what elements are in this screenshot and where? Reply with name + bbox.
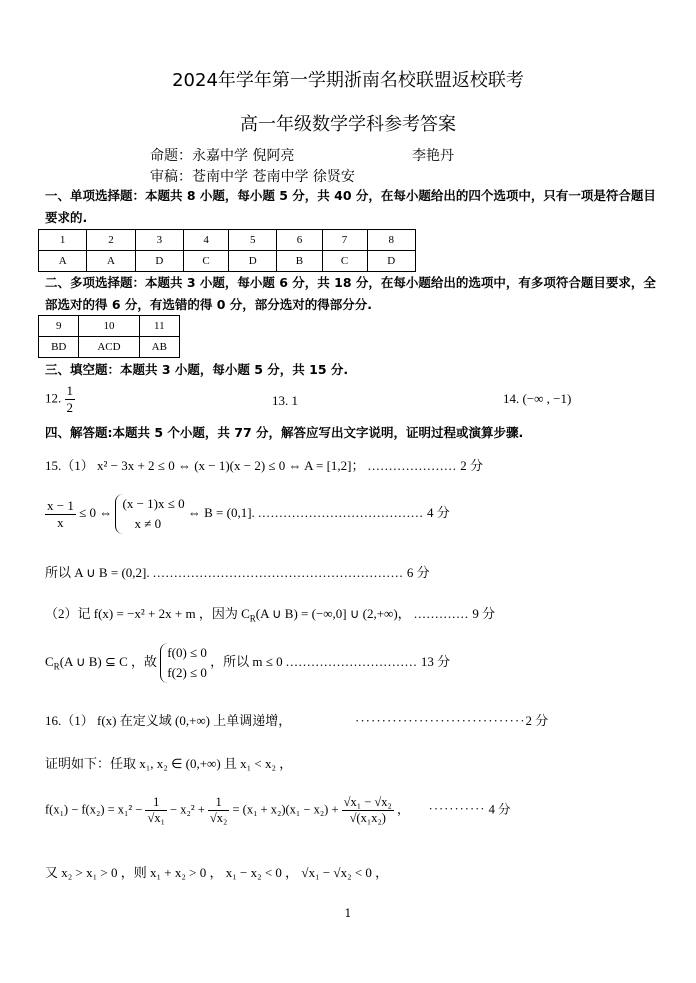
leader-dots: ........................................................... <box>152 565 404 580</box>
q16-line1-score <box>355 710 548 729</box>
case-2: f(2) ≤ 0 <box>167 665 207 680</box>
answer-cell: D <box>135 251 183 272</box>
answer-cell: BD <box>39 337 79 358</box>
case-1: (x − 1)x ≤ 0 <box>122 496 185 511</box>
q15-fraction <box>45 498 76 531</box>
q13-answer: 13. 1 <box>272 393 298 408</box>
leader-dots: ....................................... <box>258 504 424 520</box>
fraction <box>145 795 166 826</box>
leader-dots: ··········· <box>428 802 486 817</box>
question-number: 5 <box>229 230 277 251</box>
q15-line5-a: C <box>45 653 54 669</box>
denominator: √x₁ <box>147 811 165 825</box>
q15-line5 <box>45 643 450 683</box>
q16-line1-text: 16.（1） f(x) 在定义域 (0,+∞) 上单调递增， <box>45 713 292 728</box>
answer-cell: ACD <box>79 337 139 358</box>
table-row <box>39 230 416 251</box>
question-number: 1 <box>39 230 87 251</box>
score: 13 分 <box>420 653 451 669</box>
q16-line2: 证明如下：任取 x₁, x₂ ∈ (0,+∞) 且 x₁ < x₂ ， <box>45 756 293 771</box>
question-number: 3 <box>135 230 183 251</box>
proposer-2: 李艳丹 <box>412 148 454 164</box>
answer-cell: D <box>229 251 277 272</box>
case-brace <box>115 494 184 534</box>
leader-dots: ............................... <box>285 653 418 669</box>
numerator: √x₁ − √x₂ <box>343 795 392 809</box>
answer-cell: C <box>184 251 229 272</box>
leader-dots: ..................... <box>367 458 458 473</box>
table-row <box>39 316 180 337</box>
q12-numerator: 1 <box>66 383 73 398</box>
reviewer-line: 审稿：苍南中学 苍南中学 徐贤安 <box>150 169 355 185</box>
section1-heading: 一、单项选择题：本题共 8 小题，每小题 5 分，共 40 分，在每小题给出的四个选项中，只有一项是符合题目要求的. <box>45 188 656 225</box>
q16-line3-d: ， <box>397 802 410 817</box>
q15-line3-text: 所以 A ∪ B = (0,2]. <box>45 565 150 580</box>
answer-cell: A <box>87 251 135 272</box>
answer-cell: AB <box>139 337 179 358</box>
q15-line5-b: (A ∪ B) ⊆ C ，故 <box>59 653 158 669</box>
proposer: 命题：永嘉中学 倪阿亮 <box>150 148 295 164</box>
answer-cell: D <box>367 251 415 272</box>
score: 6 分 <box>406 565 430 580</box>
q16-line1 <box>45 710 549 729</box>
answer-cell: B <box>277 251 322 272</box>
question-number: 8 <box>367 230 415 251</box>
q15-line2-end: ⇔ B = (0,1]. <box>187 504 255 520</box>
score: 2 分 <box>525 713 549 728</box>
q16-line3 <box>45 795 510 826</box>
document-title: 2024年学年第一学期浙南名校联盟返校联考 <box>172 70 524 91</box>
proposer-line <box>150 145 454 165</box>
q12-label: 12. <box>45 390 62 406</box>
section1-answer-table <box>38 229 416 272</box>
q15-line4-end: (A ∪ B) = (−∞,0] ∪ (2,+∞)， <box>255 606 411 621</box>
question-number: 7 <box>322 230 367 251</box>
question-number: 2 <box>87 230 135 251</box>
score: 4 分 <box>427 504 450 520</box>
score: 2 分 <box>460 458 484 473</box>
section2-answer-table <box>38 315 180 358</box>
denominator: x <box>57 514 64 530</box>
q15-line1 <box>45 455 483 474</box>
answer-cell: C <box>322 251 367 272</box>
question-number: 11 <box>139 316 179 337</box>
q15-line5-end: ，所以 m ≤ 0 <box>210 653 283 669</box>
score: 4 分 <box>488 802 511 817</box>
table-row <box>39 337 180 358</box>
q16-line3-a: f(x₁) − f(x₂) = x₁² − <box>45 802 143 817</box>
section4-heading: 四、解答题:本题共 5 个小题，共 77 分，解答应写出文字说明，证明过程或演算步骤. <box>45 425 524 440</box>
q16-line4: 又 x₂ > x₁ > 0 ，则 x₁ + x₂ > 0 ， x₁ − x₂ < 0 ， √x₁ − √x₂ < 0 ， <box>45 865 389 880</box>
fraction <box>342 795 394 826</box>
question-number: 10 <box>79 316 139 337</box>
q12-fraction <box>65 383 76 416</box>
numerator: 1 <box>145 795 166 811</box>
q16-line3-b: − x₂² + <box>170 802 205 817</box>
q15-line4 <box>45 603 495 624</box>
q15-line3 <box>45 562 430 581</box>
fraction <box>208 795 229 826</box>
table-row <box>39 251 416 272</box>
answer-cell: A <box>39 251 87 272</box>
question-number: 6 <box>277 230 322 251</box>
denominator: √x₂ <box>209 811 228 825</box>
q15-line1-text: 15.（1） x² − 3x + 2 ≤ 0 ⇔ (x − 1)(x − 2) ≤ 0 ⇔ A = [1,2]； <box>45 458 365 473</box>
q14-answer: 14. (−∞ , −1) <box>503 391 572 406</box>
case-2: x ≠ 0 <box>134 516 162 531</box>
section3-heading: 三、填空题：本题共 3 小题，每小题 5 分，共 15 分. <box>45 362 349 377</box>
q15-line2 <box>45 494 450 534</box>
q15-line2-mid: ≤ 0 ⇔ <box>79 504 113 520</box>
q15-line4-text: （2）记 f(x) = −x² + 2x + m ，因为 C <box>45 606 250 621</box>
question-number: 4 <box>184 230 229 251</box>
score: 9 分 <box>472 606 496 621</box>
page-number: 1 <box>344 907 352 920</box>
case-1: f(0) ≤ 0 <box>167 645 207 660</box>
q12-denominator: 2 <box>66 400 73 415</box>
section2-heading: 二、多项选择题：本题共 3 小题，每小题 6 分，共 18 分，在每小题给出的选项中，有多项符合题目要求，全部选对的得 6 分，有选错的得 0 分，部分选对的得部分分. <box>45 275 656 312</box>
leader-dots: ............. <box>413 606 470 621</box>
leader-dots: ································ <box>355 713 526 728</box>
case-brace <box>160 643 207 683</box>
q12-answer <box>45 383 75 416</box>
question-number: 9 <box>39 316 79 337</box>
q16-line3-c: = (x₁ + x₂)(x₁ − x₂) + <box>232 802 339 817</box>
subscript: R <box>53 661 60 672</box>
denominator: √(x₁x₂) <box>349 811 386 825</box>
numerator: x − 1 <box>47 497 74 513</box>
numerator: 1 <box>208 795 229 811</box>
document-subtitle: 高一年级数学学科参考答案 <box>240 114 456 135</box>
subscript: R <box>249 613 256 624</box>
